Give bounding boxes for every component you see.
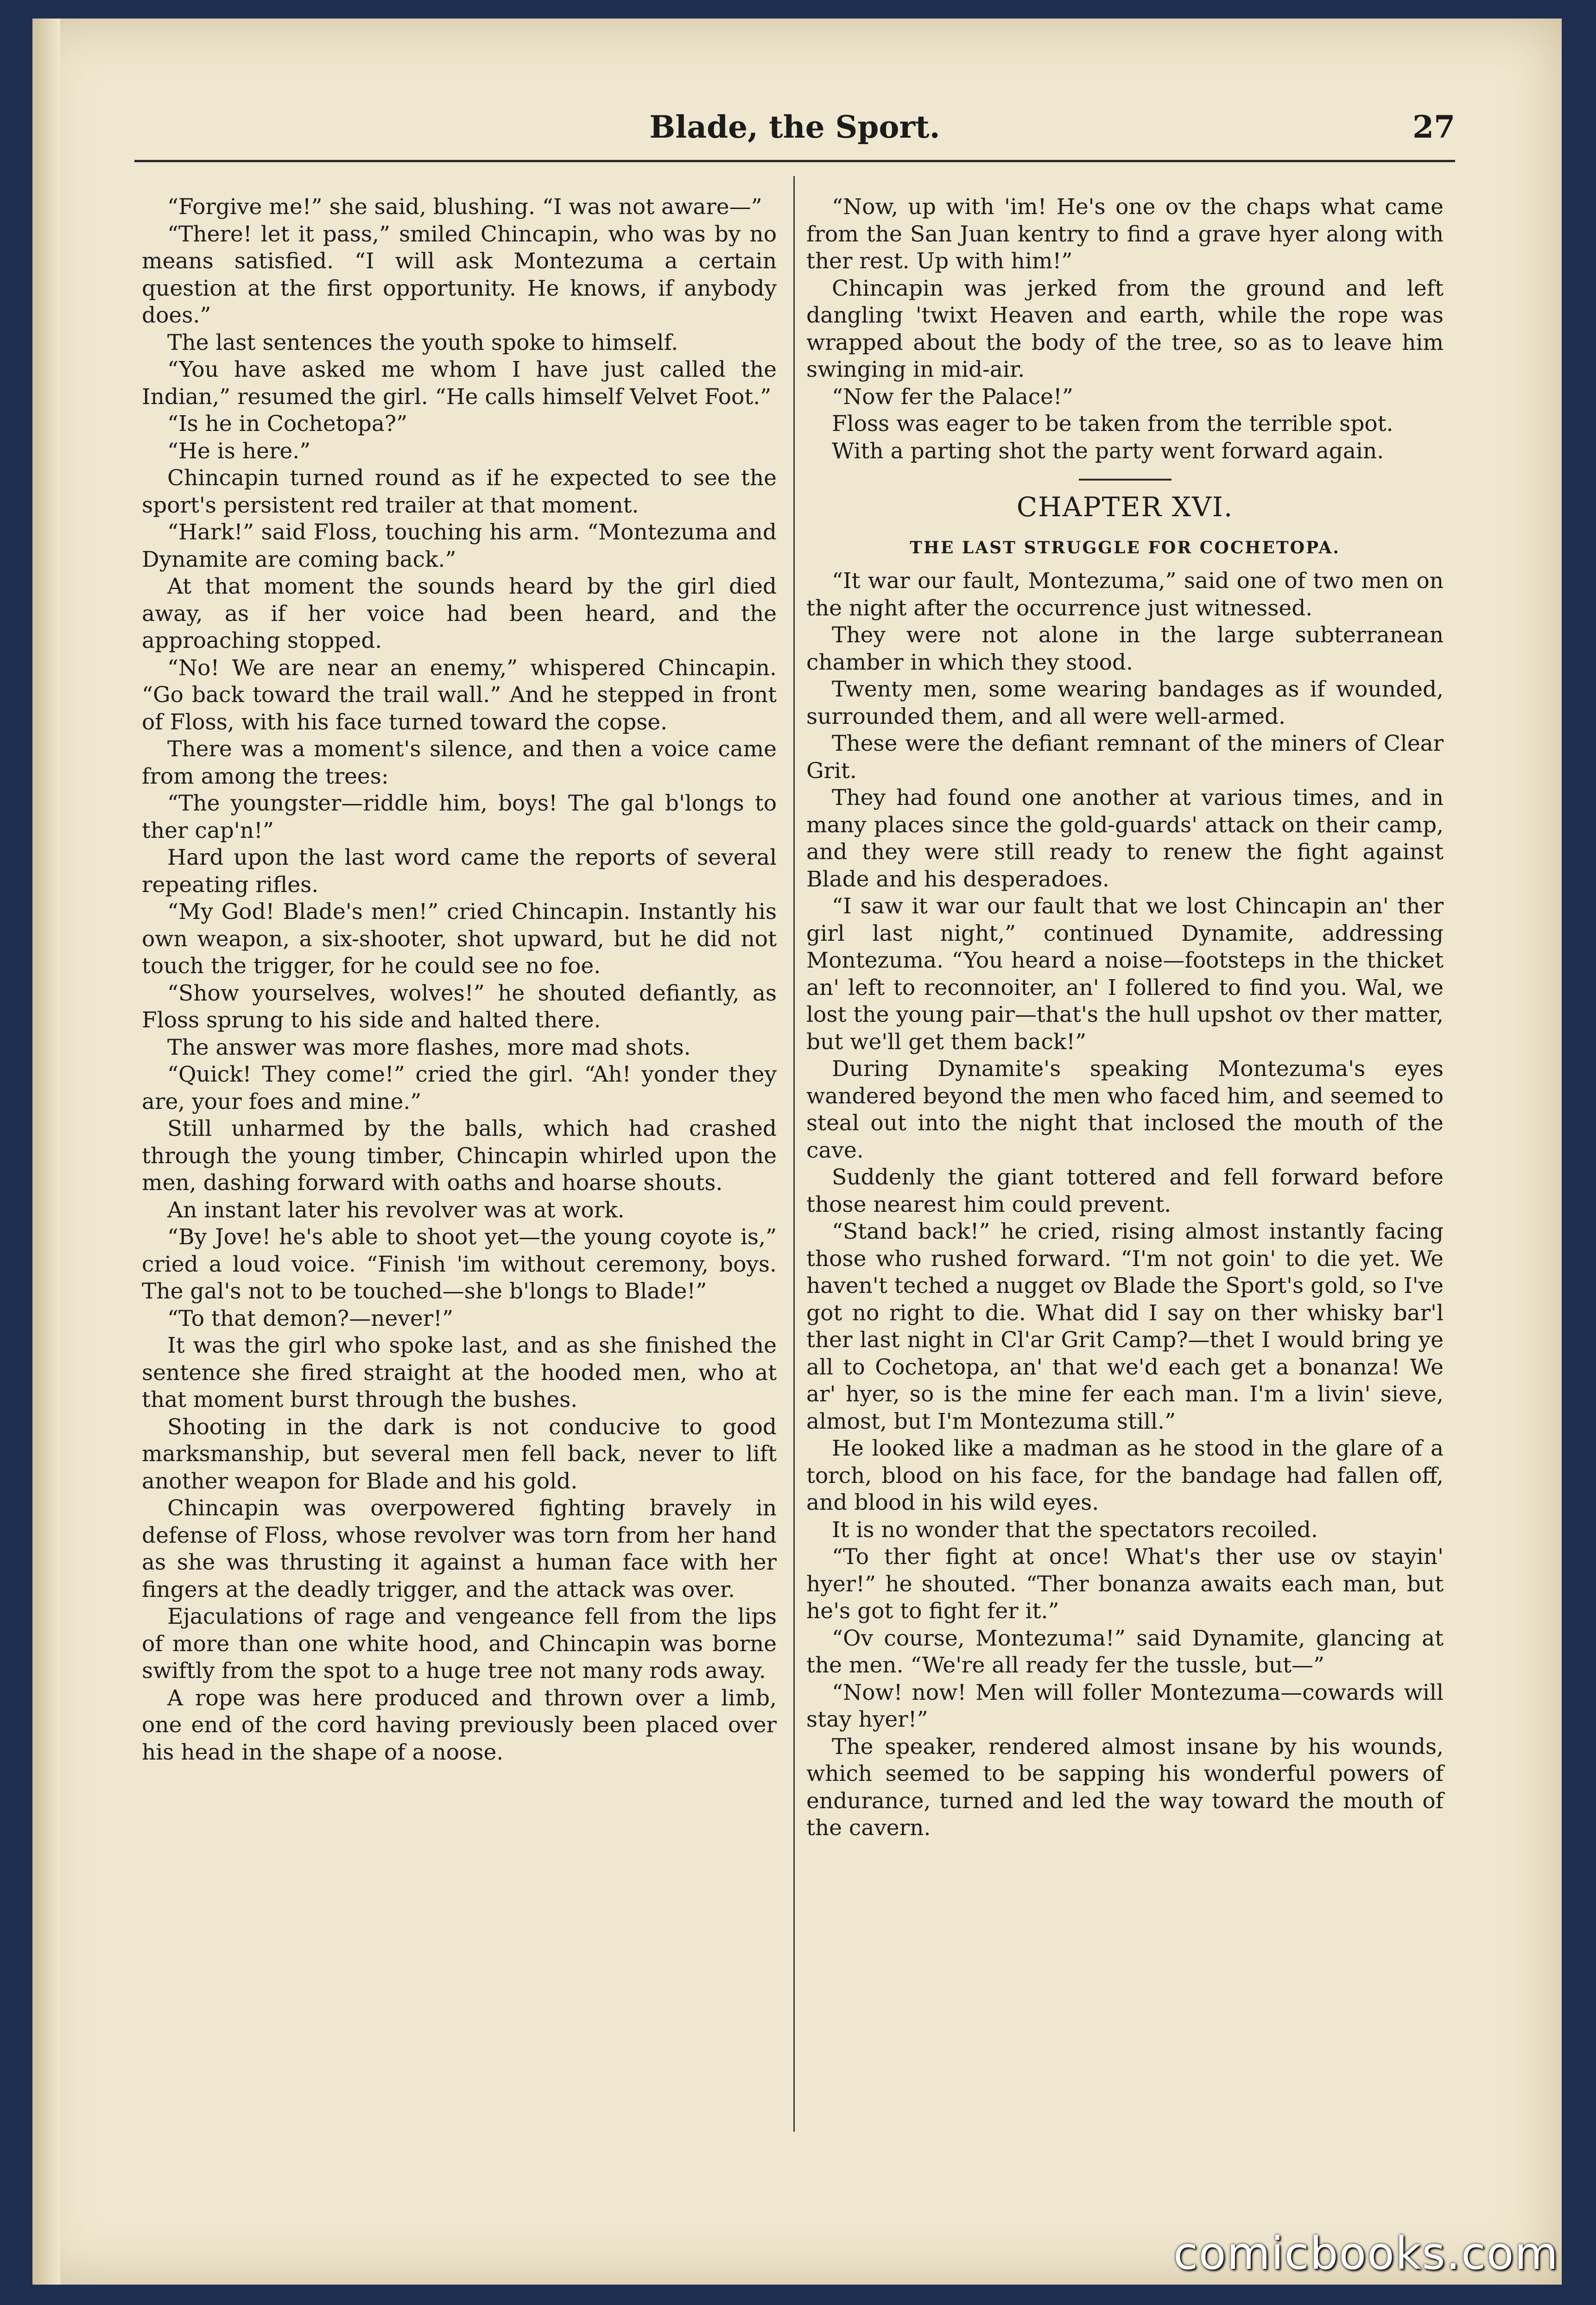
- paragraph: A rope was here produced and thrown over a limb, one end of the cord having previously been placed over his head in the shape of a noose.: [142, 1685, 777, 1765]
- paragraph: “I saw it war our fault that we lost Chincapin an' ther girl last night,” continued Dynamite, addressing Montezuma. “You heard a noise—footsteps in the thicket an' left to reconnoiter, an' I follered to find you. Wal, we lost the young pair—that's the hull upshot ov ther matter, but we'll get them back!”: [806, 893, 1444, 1055]
- paragraph: It was the girl who spoke last, and as she finished the sentence she fired straight at the hooded men, who at that moment burst through the bushes.: [142, 1333, 777, 1412]
- paragraph: “Forgive me!” she said, blushing. “I was not aware—”: [167, 194, 762, 220]
- chapter-rule: [1079, 479, 1172, 481]
- paragraph: During Dynamite's speaking Montezuma's eyes wandered beyond the men who faced him, and seemed to steal out into the night that inclosed the mouth of the cave.: [806, 1056, 1444, 1163]
- header-rule: [134, 160, 1455, 162]
- paragraph: Twenty men, some wearing bandages as if wounded, surrounded them, and all were well-armed.: [806, 677, 1444, 729]
- paragraph: Chincapin was jerked from the ground and left dangling 'twixt Heaven and earth, while the rope was wrapped about the body of the tree, so as to leave him swinging in mid-air.: [806, 275, 1444, 382]
- paragraph: “My God! Blade's men!” cried Chincapin. Instantly his own weapon, a six-shooter, shot upward, but he did not touch the trigger, for he could see no foe.: [142, 899, 777, 979]
- page-gutter: [32, 19, 60, 2285]
- paragraph: “Now, up with 'im! He's one ov the chaps what came from the San Juan kentry to find a grave hyer along with ther rest. Up with him!”: [806, 194, 1444, 274]
- paragraph: Ejaculations of rage and vengeance fell from the lips of more than one white hood, and Chincapin was borne swiftly from the spot to a huge tree not many rods away.: [142, 1604, 777, 1684]
- paragraph: These were the defiant remnant of the miners of Clear Grit.: [806, 731, 1444, 784]
- paragraph: “Is he in Cochetopa?”: [167, 411, 408, 437]
- paragraph: With a parting shot the party went forward again.: [832, 438, 1384, 464]
- paragraph: Chincapin turned round as if he expected to see the sport's persistent red trailer at that moment.: [142, 465, 777, 518]
- paragraph: They were not alone in the large subterranean chamber in which they stood.: [806, 622, 1444, 675]
- paragraph: Chincapin was overpowered fighting bravely in defense of Floss, whose revolver was torn from her hand as she was thrusting it against a human face with her fingers at the deadly trigger, and the attack was over.: [142, 1495, 777, 1602]
- paragraph: He looked like a madman as he stood in the glare of a torch, blood on his face, for the bandage had fallen off, and blood in his wild eyes.: [806, 1436, 1444, 1515]
- chapter-subtitle: THE LAST STRUGGLE FOR COCHETOPA.: [910, 538, 1340, 557]
- paragraph: “Now fer the Palace!”: [832, 384, 1073, 410]
- paragraph: “No! We are near an enemy,” whispered Chincapin. “Go back toward the trail wall.” And he stepped in front of Floss, with his face turned toward the copse.: [142, 655, 777, 735]
- right-column: [806, 194, 1444, 1842]
- paragraph: “He is here.”: [167, 438, 311, 464]
- paragraph: The speaker, rendered almost insane by his wounds, which seemed to be sapping his wonderful powers of endurance, turned and led the way toward the mouth of the cavern.: [806, 1734, 1444, 1841]
- paragraph: “The youngster—riddle him, boys! The gal b'longs to ther cap'n!”: [142, 791, 777, 843]
- paragraph: “By Jove! he's able to shoot yet—the young coyote is,” cried a loud voice. “Finish 'im without ceremony, boys. The gal's not to be touched—she b'longs to Blade!”: [142, 1224, 777, 1304]
- paragraph: At that moment the sounds heard by the girl died away, as if her voice had been heard, and the approaching stopped.: [142, 574, 777, 653]
- paragraph: “Show yourselves, wolves!” he shouted defiantly, as Floss sprung to his side and halted there.: [142, 980, 777, 1033]
- left-column: [142, 194, 777, 1766]
- page-number: 27: [1412, 109, 1455, 145]
- paragraph: “You have asked me whom I have just called the Indian,” resumed the girl. “He calls himself Velvet Foot.”: [142, 357, 777, 410]
- paragraph: “There! let it pass,” smiled Chincapin, who was by no means satisfied. “I will ask Montezuma a certain question at the first opportunity. He knows, if anybody does.”: [142, 221, 777, 328]
- site-watermark: comicbooks.com: [1173, 2228, 1559, 2280]
- paragraph: Floss was eager to be taken from the terrible spot.: [832, 411, 1393, 437]
- paragraph: “To ther fight at once! What's ther use ov stayin' hyer!” he shouted. “Ther bonanza awaits each man, but he's got to fight fer it.”: [806, 1544, 1444, 1624]
- page-header: [134, 109, 1455, 160]
- paragraph: “Ov course, Montezuma!” said Dynamite, glancing at the men. “We're all ready fer the tussle, but—”: [806, 1625, 1444, 1678]
- paragraph: “Now! now! Men will foller Montezuma—cowards will stay hyer!”: [806, 1679, 1444, 1732]
- chapter-heading: CHAPTER XVI.: [1016, 491, 1234, 523]
- paragraph: “It war our fault, Montezuma,” said one of two men on the night after the occurrence just witnessed.: [806, 568, 1444, 621]
- running-title: Blade, the Sport.: [649, 109, 940, 145]
- paragraph: Hard upon the last word came the reports of several repeating rifles.: [142, 845, 777, 898]
- paragraph: It is no wonder that the spectators recoiled.: [832, 1517, 1318, 1543]
- paragraph: There was a moment's silence, and then a voice came from among the trees:: [142, 736, 777, 789]
- paragraph: Suddenly the giant tottered and fell forward before those nearest him could prevent.: [806, 1165, 1444, 1217]
- paragraph: An instant later his revolver was at work.: [167, 1197, 625, 1223]
- paragraph: “To that demon?—never!”: [167, 1305, 454, 1331]
- paragraph: They had found one another at various times, and in many places since the gold-guards' attack on their camp, and they were still ready to renew the fight against Blade and his desperadoes.: [806, 785, 1444, 892]
- paragraph: “Hark!” said Floss, touching his arm. “Montezuma and Dynamite are coming back.”: [142, 519, 777, 572]
- paragraph: The answer was more flashes, more mad shots.: [167, 1034, 691, 1060]
- paragraph: “Quick! They come!” cried the girl. “Ah! yonder they are, your foes and mine.”: [142, 1062, 777, 1115]
- paragraph: “Stand back!” he cried, rising almost instantly facing those who rushed forward. “I'm not goin' to die yet. We haven't teched a nugget ov Blade the Sport's gold, so I've got no right to die. What did I say on ther whisky bar'l ther last night in Cl'ar Grit Camp?—thet I would bring ye all to Cochetopa, an' that we'd each get a bonanza! We ar' hyer, so is the mine fer each man. I'm a livin' sieve, almost, but I'm Montezuma still.”: [806, 1219, 1444, 1434]
- paragraph: Shooting in the dark is not conducive to good marksmanship, but several men fell back, never to lift another weapon for Blade and his gold.: [142, 1414, 777, 1494]
- paragraph: The last sentences the youth spoke to himself.: [167, 329, 678, 355]
- column-divider: [793, 176, 795, 2132]
- paragraph: Still unharmed by the balls, which had crashed through the young timber, Chincapin whirled upon the men, dashing forward with oaths and hoarse shouts.: [142, 1116, 777, 1196]
